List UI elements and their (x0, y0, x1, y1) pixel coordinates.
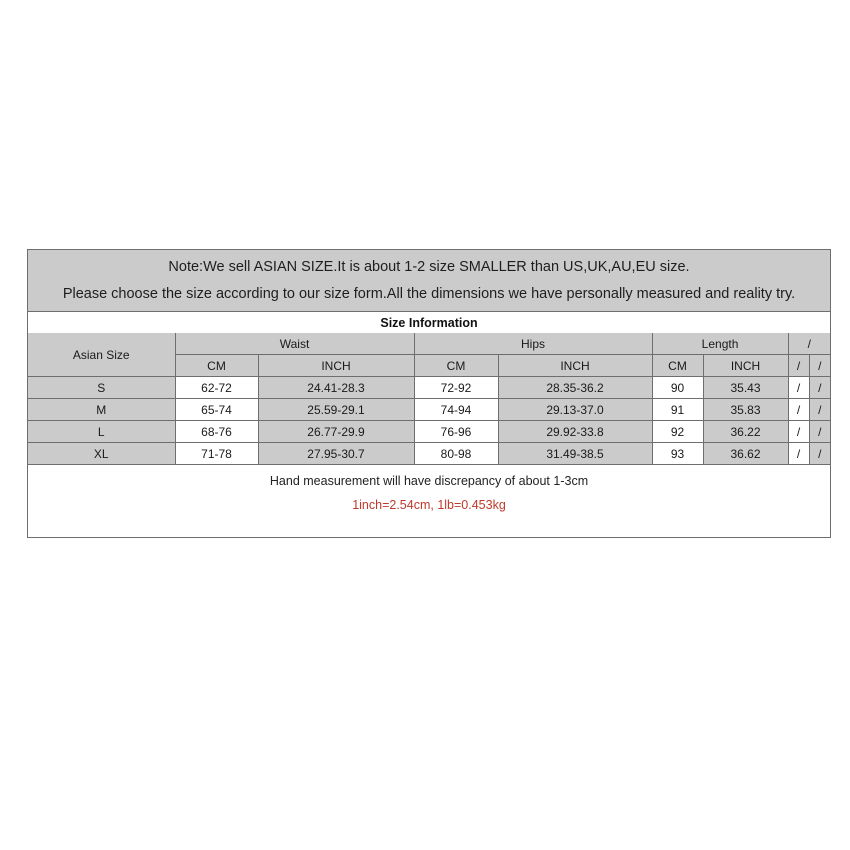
hips-cm: 74-94 (414, 399, 498, 421)
length-cm: 90 (652, 377, 703, 399)
hips-header: Hips (414, 333, 652, 355)
waist-cm-header: CM (175, 355, 258, 377)
extra-1: / (788, 443, 809, 465)
waist-header: Waist (175, 333, 414, 355)
hips-inch: 29.92-33.8 (498, 421, 652, 443)
measurement-disclaimer: Hand measurement will have discrepancy of about 1-3cm (269, 474, 589, 488)
length-inch-header: INCH (703, 355, 788, 377)
extra-2: / (809, 399, 830, 421)
waist-inch: 27.95-30.7 (258, 443, 414, 465)
waist-inch: 24.41-28.3 (258, 377, 414, 399)
size-footer (28, 465, 830, 515)
extra-2: / (809, 421, 830, 443)
waist-inch: 26.77-29.9 (258, 421, 414, 443)
waist-inch: 25.59-29.1 (258, 399, 414, 421)
waist-cm: 62-72 (175, 377, 258, 399)
size-label: L (28, 421, 175, 443)
hips-inch-header: INCH (498, 355, 652, 377)
hips-inch: 28.35-36.2 (498, 377, 652, 399)
hips-cm: 72-92 (414, 377, 498, 399)
extra-sub-1: / (788, 355, 809, 377)
length-inch: 35.83 (703, 399, 788, 421)
extra-1: / (788, 421, 809, 443)
length-header: Length (652, 333, 788, 355)
hips-inch: 31.49-38.5 (498, 443, 652, 465)
waist-inch-header: INCH (258, 355, 414, 377)
size-label: XL (28, 443, 175, 465)
length-cm-header: CM (652, 355, 703, 377)
size-note-banner (28, 250, 830, 312)
hips-cm: 76-96 (414, 421, 498, 443)
table-row (28, 399, 830, 421)
extra-2: / (809, 443, 830, 465)
size-label: M (28, 399, 175, 421)
waist-cm: 68-76 (175, 421, 258, 443)
table-header-row (28, 333, 830, 355)
asian-size-header: Asian Size (28, 333, 175, 377)
length-cm: 93 (652, 443, 703, 465)
length-inch: 36.22 (703, 421, 788, 443)
note-line-2: Please choose the size according to our size form.All the dimensions we have personally measured and reality try. (62, 286, 796, 302)
extra-2: / (809, 377, 830, 399)
note-line-1: Note:We sell ASIAN SIZE.It is about 1-2 size SMALLER than US,UK,AU,EU size. (168, 259, 690, 275)
table-row (28, 443, 830, 465)
table-row (28, 421, 830, 443)
extra-header: / (788, 333, 830, 355)
size-label: S (28, 377, 175, 399)
unit-conversion: 1inch=2.54cm, 1lb=0.453kg (352, 498, 506, 512)
waist-cm: 65-74 (175, 399, 258, 421)
hips-inch: 29.13-37.0 (498, 399, 652, 421)
extra-1: / (788, 399, 809, 421)
size-table (28, 333, 830, 465)
hips-cm-header: CM (414, 355, 498, 377)
length-cm: 92 (652, 421, 703, 443)
size-information-title: Size Information (28, 312, 830, 334)
length-inch: 36.62 (703, 443, 788, 465)
extra-1: / (788, 377, 809, 399)
size-chart (27, 249, 831, 538)
length-inch: 35.43 (703, 377, 788, 399)
extra-sub-2: / (809, 355, 830, 377)
length-cm: 91 (652, 399, 703, 421)
hips-cm: 80-98 (414, 443, 498, 465)
table-row (28, 377, 830, 399)
waist-cm: 71-78 (175, 443, 258, 465)
